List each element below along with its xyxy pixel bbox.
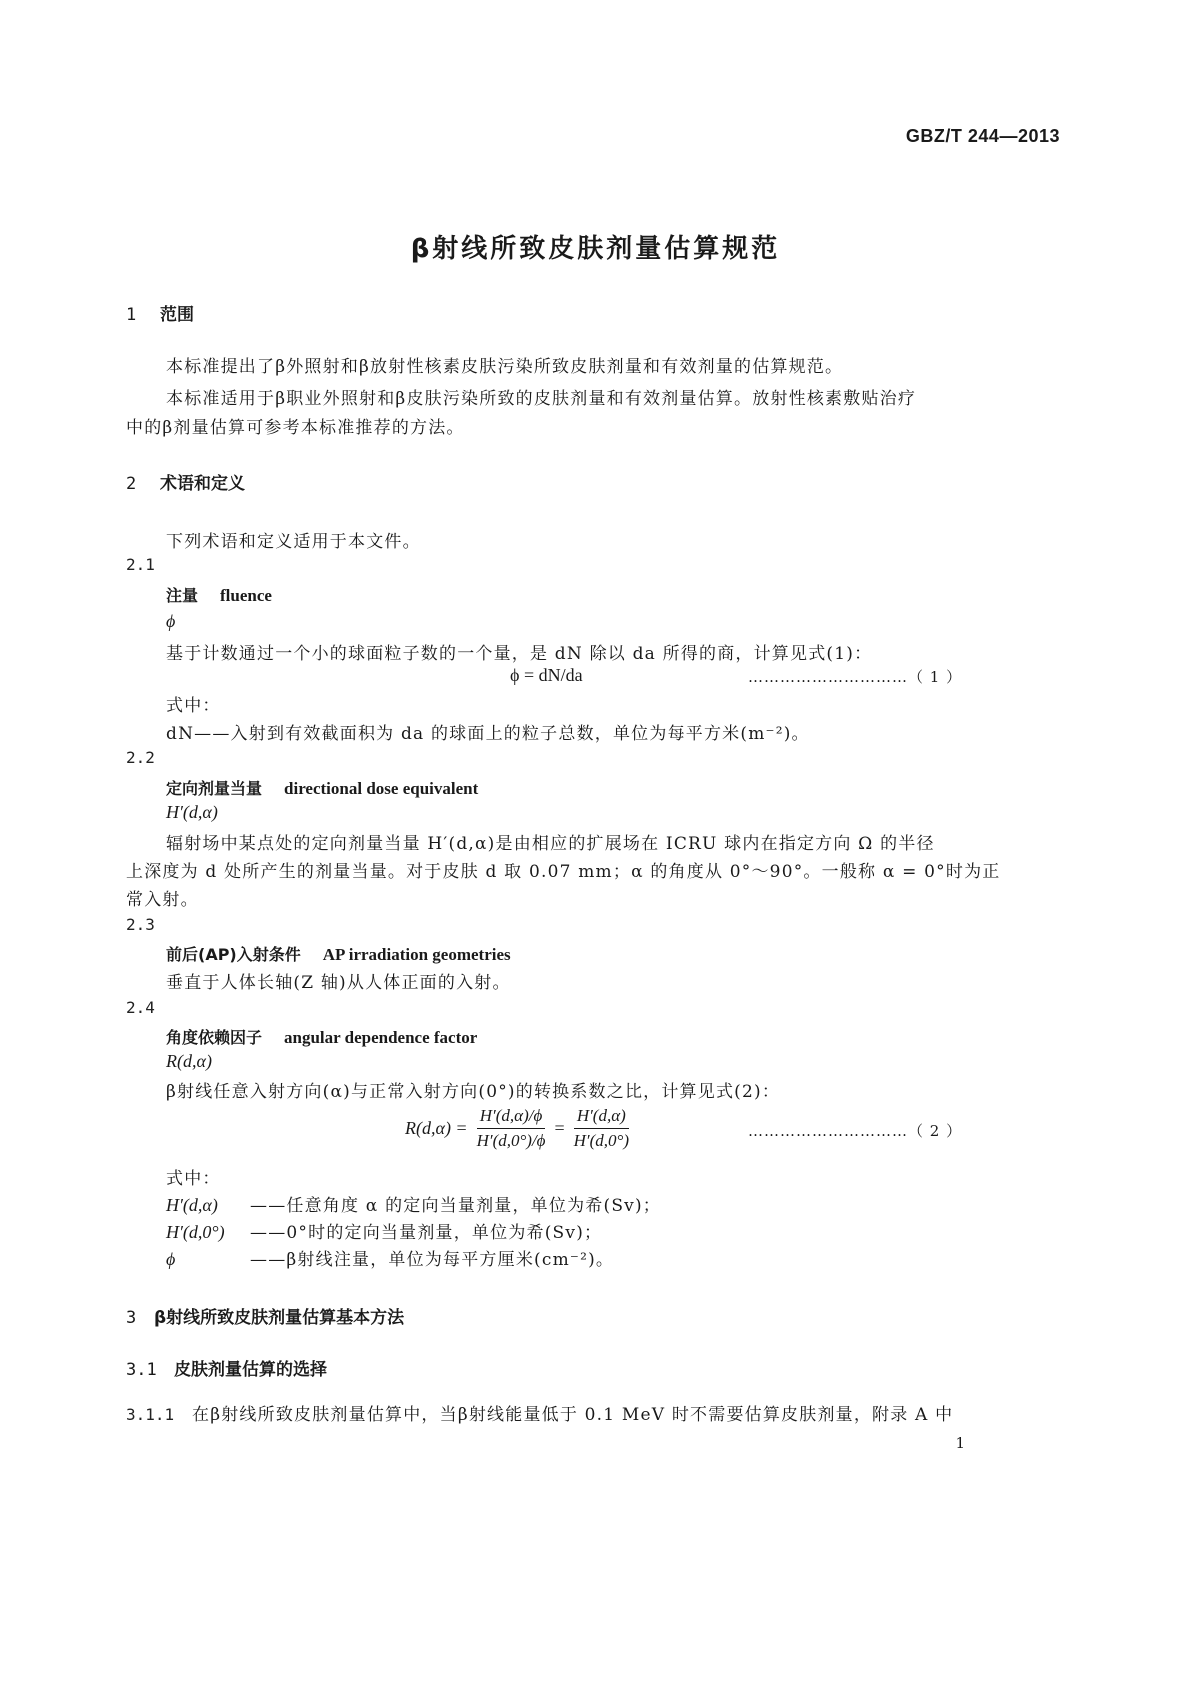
variable-row	[166, 1218, 602, 1243]
section-2-heading	[126, 469, 245, 494]
term-en: directional dose equivalent	[284, 779, 479, 798]
variable-row	[166, 1191, 661, 1216]
formula-lhs: R(d,α) =	[405, 1118, 468, 1138]
variable-text: ——β射线注量，单位为每平方厘米(cm⁻²)。	[250, 1250, 615, 1270]
subsection-number: 3.1	[126, 1360, 157, 1380]
equation-number-2: …………………………（ 2 ）	[748, 1122, 963, 1140]
definition: 辐射场中某点处的定向剂量当量 H′(d,α)是由相应的扩展场在 ICRU 球内在指定方向 Ω 的半径	[166, 834, 935, 854]
section-number: 3	[126, 1308, 137, 1328]
paragraph: 下列术语和定义适用于本文件。	[166, 532, 421, 552]
clause-number: 2.4	[126, 998, 155, 1017]
section-number: 2	[126, 474, 137, 494]
clause-text: 在β射线所致皮肤剂量估算中，当β射线能量低于 0.1 MeV 时不需要估算皮肤剂量，附录 A 中	[192, 1405, 954, 1425]
term-directional-dose-equivalent	[166, 776, 478, 799]
term-en: angular dependence factor	[284, 1028, 478, 1047]
page-number: 1	[955, 1434, 965, 1452]
section-title: 范围	[160, 305, 194, 325]
formula-1: ϕ = dN/da	[510, 665, 583, 685]
definition: 垂直于人体长轴(Z 轴)从人体正面的入射。	[166, 973, 511, 993]
variable-text: ——任意角度 α 的定向当量剂量，单位为希(Sv)；	[250, 1196, 662, 1216]
variable-definition: dN——入射到有效截面积为 da 的球面上的粒子总数，单位为每平方米(m⁻²)。	[166, 724, 810, 744]
section-title: β射线所致皮肤剂量估算基本方法	[154, 1308, 405, 1328]
term-fluence	[166, 583, 272, 606]
term-zh: 定向剂量当量	[166, 779, 263, 798]
term-symbol: H′(d,α)	[166, 802, 218, 822]
section-3-heading	[126, 1303, 404, 1328]
section-number: 1	[126, 305, 137, 325]
formula-2	[405, 1106, 632, 1151]
term-en: fluence	[220, 586, 272, 605]
term-angular-dependence-factor	[166, 1025, 477, 1048]
clause-number: 3.1.1	[126, 1405, 175, 1424]
variable-symbol: H′(d,α)	[166, 1195, 218, 1215]
term-symbol: R(d,α)	[166, 1051, 212, 1071]
variable-symbol: H′(d,0°)	[166, 1222, 225, 1242]
document-title: β射线所致皮肤剂量估算规范	[410, 234, 781, 264]
denominator: H′(d,0°)	[573, 1131, 629, 1150]
equation-number-1: …………………………（ 1 ）	[748, 668, 963, 686]
denominator: H′(d,0°)/ϕ	[476, 1131, 546, 1150]
where-label: 式中：	[166, 1169, 221, 1189]
clause-3-1-1	[126, 1400, 953, 1425]
term-en: AP irradiation geometries	[322, 945, 511, 964]
paragraph: 本标准提出了β外照射和β放射性核素皮肤污染所致皮肤剂量和有效剂量的估算规范。	[166, 357, 844, 377]
fraction-2	[571, 1106, 632, 1151]
section-1-heading	[126, 300, 194, 325]
standard-code: GBZ/T 244—2013	[905, 126, 1060, 146]
definition: 基于计数通过一个小的球面粒子数的一个量，是 dN 除以 da 所得的商，计算见式(1)：	[166, 644, 873, 664]
term-zh: 前后(AP)入射条件	[166, 945, 301, 964]
equals-sign: =	[554, 1118, 565, 1138]
where-label: 式中：	[166, 696, 221, 716]
definition: β射线任意入射方向(α)与正常入射方向(0°)的转换系数之比，计算见式(2)：	[166, 1082, 781, 1102]
paragraph: 本标准适用于β职业外照射和β皮肤污染所致的皮肤剂量和有效剂量估算。放射性核素敷贴治疗	[166, 389, 917, 409]
definition-continuation: 常入射。	[126, 890, 199, 910]
term-ap-irradiation	[166, 942, 511, 965]
subsection-3-1-heading	[126, 1355, 327, 1380]
clause-number: 2.2	[126, 748, 155, 767]
variable-symbol: ϕ	[166, 1249, 176, 1269]
fraction-1	[474, 1106, 549, 1151]
definition-continuation: 上深度为 d 处所产生的剂量当量。对于皮肤 d 取 0.07 mm；α 的角度从 0°～90°。一般称 α = 0°时为正	[126, 862, 1001, 882]
term-zh: 角度依赖因子	[166, 1028, 263, 1047]
term-zh: 注量	[166, 586, 199, 605]
section-title: 术语和定义	[160, 474, 245, 494]
paragraph-continuation: 中的β剂量估算可参考本标准推荐的方法。	[126, 418, 465, 438]
numerator: H′(d,α)/ϕ	[477, 1106, 546, 1129]
term-symbol: ϕ	[166, 611, 176, 631]
clause-number: 2.1	[126, 555, 155, 574]
variable-row	[166, 1245, 614, 1270]
numerator: H′(d,α)	[574, 1106, 629, 1129]
subsection-title: 皮肤剂量估算的选择	[174, 1360, 327, 1380]
variable-text: ——0°时的定向当量剂量，单位为希(Sv)；	[250, 1223, 603, 1243]
clause-number: 2.3	[126, 915, 155, 934]
